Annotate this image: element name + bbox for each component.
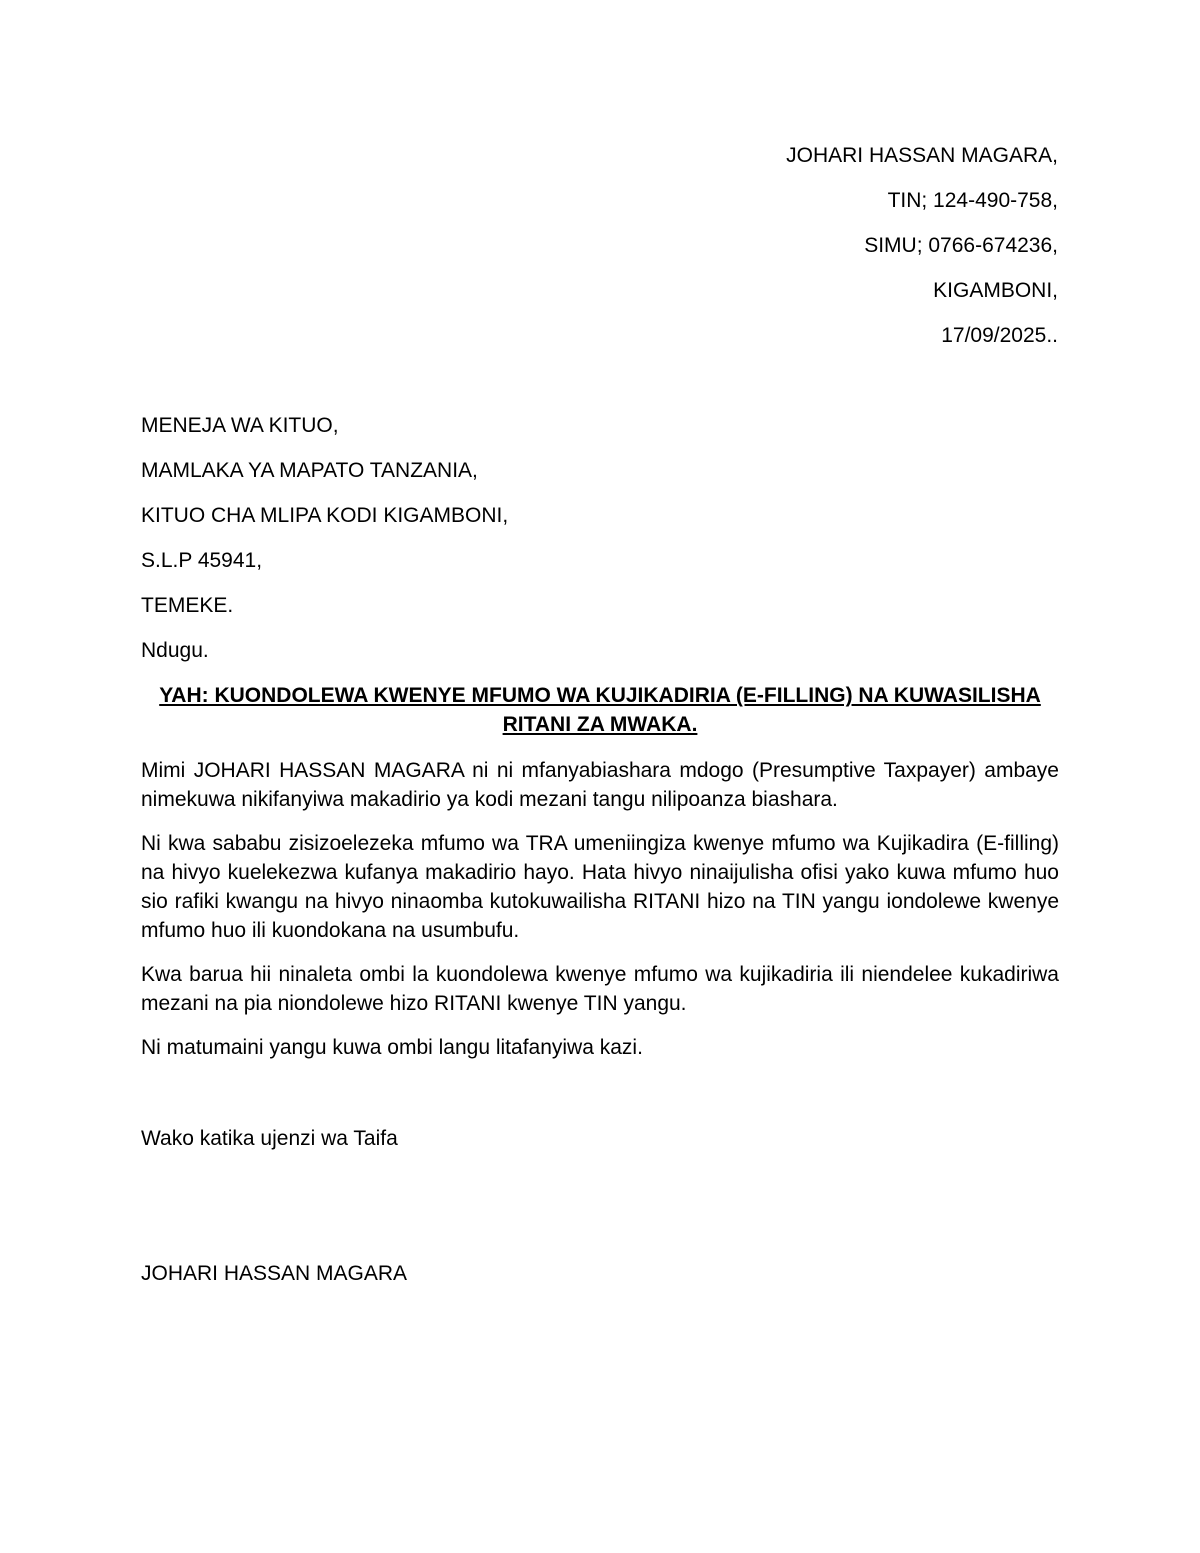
sender-tin: TIN; 124-490-758, (887, 189, 1058, 212)
signature-name: JOHARI HASSAN MAGARA (141, 1262, 408, 1285)
letter-body (141, 756, 1059, 1077)
body-paragraph-2: Ni kwa sababu zisizoelezeka mfumo wa TRA umeniingiza kwenye mfumo wa Kujikadira (E-filling) na hivyo kuelekezwa kufanya makadirio hayo. Hata hivyo ninaijulisha ofisi yako kuwa mfumo huo sio rafiki kwangu na hivyo ninaomba kutokuwailisha RITANI hizo na TIN yangu iondolewe kwenye mfumo huo ili kuondokana na usumbufu. (141, 832, 1059, 942)
recipient-line-1: MENEJA WA KITUO, (141, 414, 339, 437)
greeting: Ndugu. (141, 639, 209, 662)
sender-name: JOHARI HASSAN MAGARA, (786, 144, 1058, 167)
body-paragraph-1: Mimi JOHARI HASSAN MAGARA ni ni mfanyabiashara mdogo (Presumptive Taxpayer) ambaye nimekuwa nikifanyiwa makadirio ya kodi mezani tangu nilipoanza biashara. (141, 759, 1059, 811)
recipient-address-block (141, 411, 508, 636)
subject-heading: YAH: KUONDOLEWA KWENYE MFUMO WA KUJIKADIRIA (E-FILLING) NA KUWASILISHA RITANI ZA MWAKA. (159, 684, 1041, 736)
recipient-line-2: MAMLAKA YA MAPATO TANZANIA, (141, 459, 478, 482)
sender-location: KIGAMBONI, (933, 279, 1058, 302)
letter-date: 17/09/2025.. (941, 324, 1058, 347)
sender-address-block (786, 141, 1058, 366)
recipient-line-4: S.L.P 45941, (141, 549, 263, 572)
body-paragraph-4: Ni matumaini yangu kuwa ombi langu litafanyiwa kazi. (141, 1036, 643, 1059)
recipient-line-3: KITUO CHA MLIPA KODI KIGAMBONI, (141, 504, 509, 527)
recipient-line-5: TEMEKE. (141, 594, 234, 617)
sender-phone: SIMU; 0766-674236, (864, 234, 1058, 257)
body-paragraph-3: Kwa barua hii ninaleta ombi la kuondolewa kwenye mfumo wa kujikadiria ili niendelee kukadiriwa mezani na pia niondolewe hizo RITANI kwenye TIN yangu. (141, 963, 1059, 1015)
closing-line: Wako katika ujenzi wa Taifa (141, 1127, 398, 1150)
